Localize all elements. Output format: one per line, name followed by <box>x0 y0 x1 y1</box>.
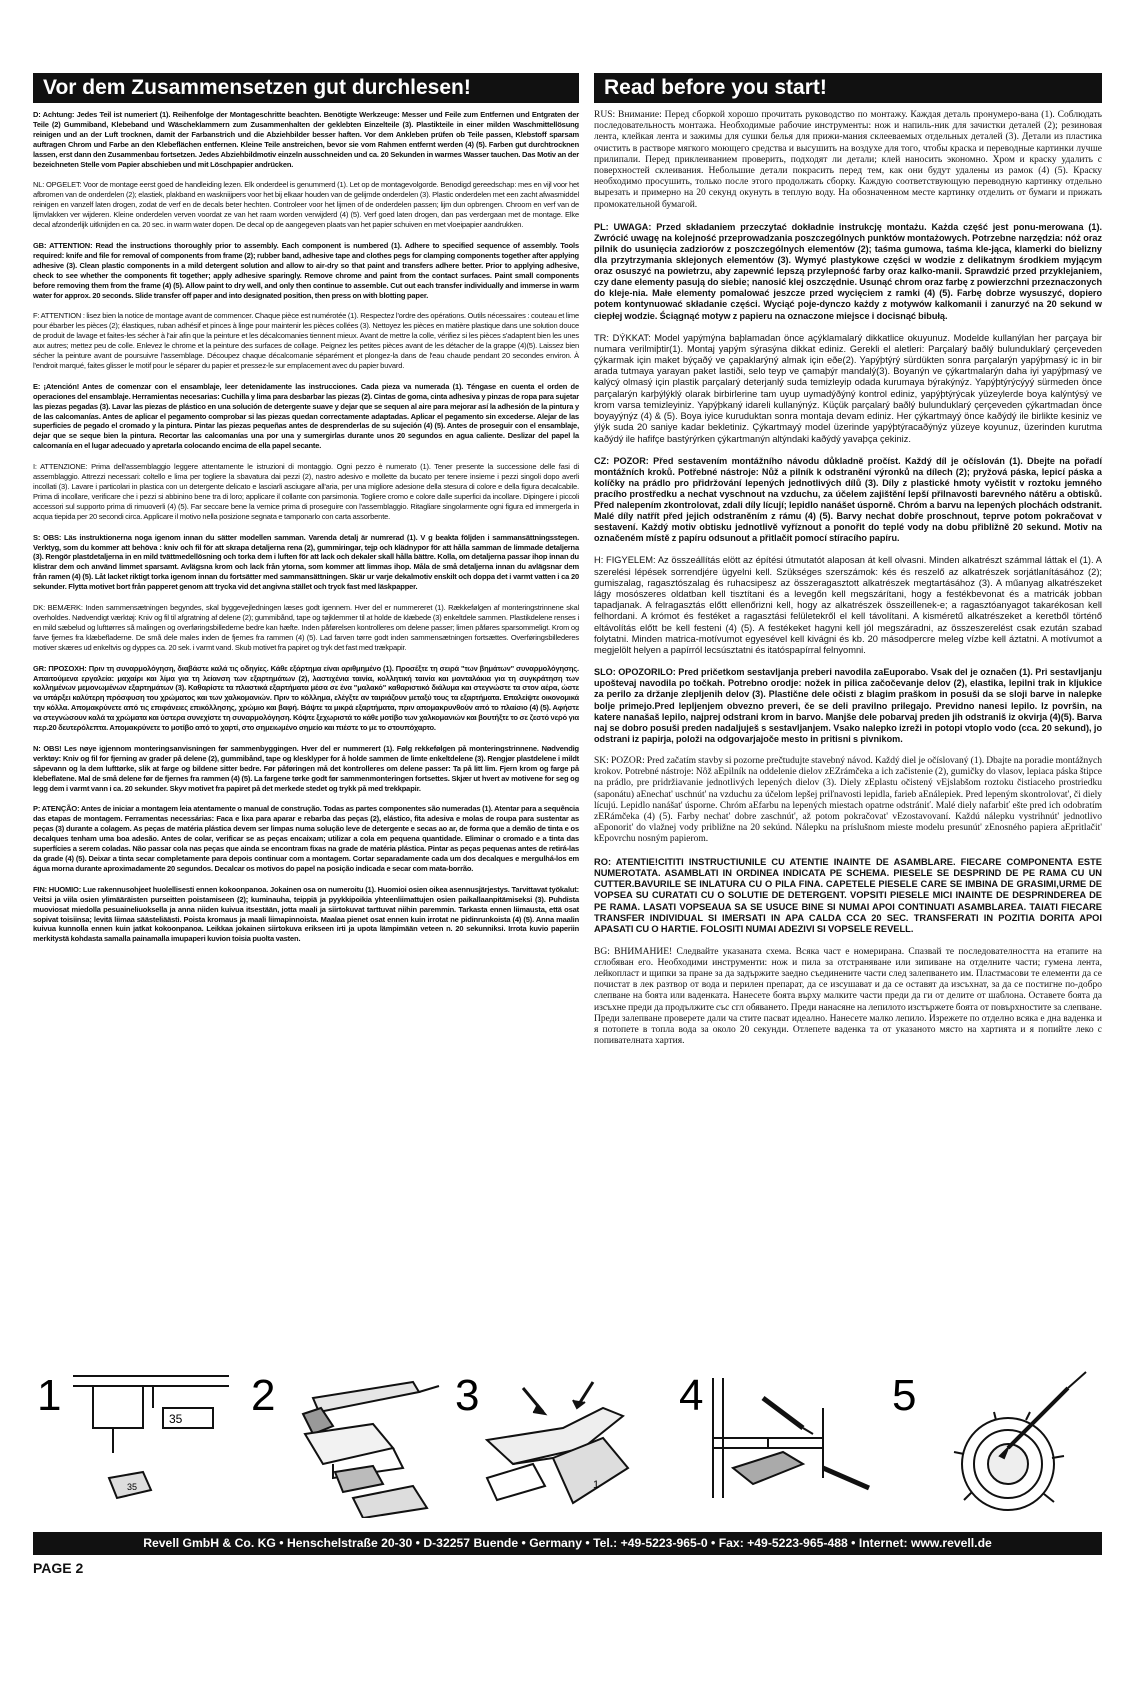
instructions-pt: P: ATENÇÃO: Antes de iniciar a montagem leia atentamente o manual de construção. Todas as partes componentes são numeradas (1). Atentar para a sequência das etapas de montagem. Ferramentas necessárias: Faca e lixa para aparar e rebarba das peças (2), elástico, fita adesiva e molas de roupa para sustentar as peças (3) durante a colagem. As peças de matéria plástica devem ser limpas numa solução leve de detergente e secas ao ar, de forma que a demão de tinta e os decalques tenham uma boa adesão. Antes de colar, verificar se as peças encaixam; utilizar a cola em pequena quantidade. Eliminar o cromado e a tinta das superfícies a serem coladas. Não passar cola nas peças que ainda se encontram fixas na grade de matéria plástica. Pintar as peças pequenas antes de retirá-las da grade (4) (5). Deixar a tinta secar completamente para depois continuar com a montagem. Cortar separadamente cada um dos decalques e mergulhá-los em água morna durante aproximadamente 20 segundos. Decalcar os motivos do papel na posição indicada e secar com mata-borrão. <box>33 804 579 873</box>
step-5-number: 5 <box>892 1371 917 1420</box>
right-column <box>594 110 1102 1058</box>
instructions-es: E: ¡Atención! Antes de comenzar con el ensamblaje, leer detenidamente las instrucciones. Cada pieza va numerada (1). Téngase en cuenta el orden de operaciones del ensamblaje. Herramientas necesarias: Cuchilla y lima para desbarbar las piezas (2). Cintas de goma, cinta adhesiva y pinzas de ropa para sujetar las piezas pegadas (3). Lavar las piezas de plástico en una solución de detergente suave y dejar que se sequen al aire para mejorar así la adhesión de la pintura y de las calcomanías. Antes de aplicar el pegamento comprobar si las piezas quedan correctamente adaptadas. Aplicar el pegamento sin excederse. Alejar de las superficies de pegado el cromado y la pintura. Pintar las piezas pequeñas antes de desprenderlas de su sujeción (4) (5). Antes de proseguir con el ensamblaje, dejar que se seque bien la pintura. Recortar las calcomanías una por una y sumergirlas durante unos 20 segundos en agua caliente. Deslizar del papel la calcomanía en el lugar adecuado y apretarla colocando encima de ella papel secante. <box>33 381 579 451</box>
step-1 <box>33 1368 233 1518</box>
step-2-illustration <box>243 1368 443 1518</box>
instructions-cz: CZ: POZOR: Před sestavením montážního návodu důkladně pročíst. Každý díl je očíslován (1). Dbejte na pořadí montážních kroků. Potřebné nástroje: Nůž a pilník k odstranění výronků na dílech (2); pryžová páska, lepicí páska a kolíčky na prádlo pro přidržování lepených jednotlivých dílů (3). Díly z plastické hmoty vyčistit v roztoku jemného pracího prostředku a nechat vyschnout na vzduchu, za účelem zajištění lepší přilnavosti barevného nátěru a obtisků. Před nalepením zkontrolovat, zdali díly lícují; lepidlo nanášet úsporně. Chróm a barvu na lepených plochách odstranit. Malé díly natřít před jejich odstraněním z rámu (4) (5). Barvy nechat dobře proschnout, teprve potom pokračovat v sestavení. Každý motiv obtisku jednotlivě vyříznout a ponořit do teplé vody na dobu přibližně 20 sekund. Motiv na označeném místě z papíru odsunout a přitlačit pomocí stíracího papíru. <box>594 455 1102 544</box>
step-2 <box>243 1368 443 1518</box>
instructions-ru: RUS: Внимание: Перед сборкой хорошо прочитать руководство по монтажу. Каждая деталь пронумеро-вана (1). Соблюдать последовательность монтажа. Необходимые рабочие инструменты: нож и напиль-ник для зачистки деталей (2); резиновая лента, клейкая лента и зажимы для сушки белья для прижи-мания склееваемых отдельных деталей (3). Детали из пластика очистить в растворе мягкого моющего средства и высушить на воздухе для того, чтобы краска и переводные картинки лучше прилипали. Перед приклеиванием проверить, подходят ли детали; клей наносить экономно. Хром и краску удалить с поверхностей склеивания. Небольшие детали покрасить перед тем, как они будут удалены из рамок (4) (5). Краску необходимо просушить, только после этого продолжать сборку. Каждую соответствующую переводную картинку отдельно вырезать и примерно на 20 секунд окунуть в теплую воду. На обозначенном месте картинку отделить от бумаги и прижать промокательной бумагой. <box>594 110 1102 210</box>
step-4-number: 4 <box>679 1371 704 1420</box>
header-left-title: Vor dem Zusammensetzen gut durchlesen! <box>33 73 579 103</box>
step-1-part-number-2: 35 <box>127 1482 138 1492</box>
instructions-gr: GR: ΠΡΟΣΟΧΗ: Πριν τη συναρμολόγηση, διαβάστε καλά τις οδηγίες. Κάθε εξάρτημα είναι αριθμημένο (1). Προσέξτε τη σειρά "των βημάτων" συναρμολόγησης. Απαιτούμενα εργαλεία: μαχαίρι και λίμα για τη λείανση των εξαρτημάτων (2), λαστιχένια ταινία, κολλητική ταινία και μανταλάκια για τη συγκράτηση των κολλημένων μεμονωμένων εξαρτημάτων (3). Καθαρίστε τα πλαστικά εξαρτήματα μέσα σε ένα "μαλακό" καθαριστικό διάλυμα και στεγνώστε τα στον αέρα, ώστε να υπάρξει καλύτερη πρόσφυση του χρώματος και των χαλκομανιών. Πριν το κόλλημα, ελέγξτε αν ταιριάζουν μεταξύ τους τα εξαρτήματα. Επαλείψτε οικονομικά την κόλλα. Απομακρύνετε από τις επιφάνειες επικόλλησης, χρώμιο και βαφή. Βάψτε τα μικρά εξαρτήματα, πριν απομακρυνθούν από το πλαίσιο (4) (5). Αφήστε να στεγνώσουν καλά τα χρώματα και ύστερα συνεχίστε τη συναρμολόγηση. Κόψτε ξεχωριστά το κάθε μοτίβο των χαλκομανιών και βουτήξτε το σε ζεστό νερό για περ.20 δευτερόλεπτα. Απομακρύνετε το μοτίβο από το χαρτί, στο σημειωμένο σημείο και πιέστε το με το στουπόχαρτο. <box>33 663 579 733</box>
step-illustrations <box>33 1368 1102 1520</box>
page-number: PAGE 2 <box>33 1560 84 1576</box>
instructions-pl: PL: UWAGA: Przed składaniem przeczytać dokładnie instrukcję montażu. Każda część jest ponu-merowana (1). Zwrócić uwagę na kolejność przeprowadzania poszczególnych punktów montażowych. Potrzebne narzędzia: nóż oraz pilnik do usunięcia zadziorów z poszczególnych elementów (2); taśma gumowa, taśma kle-jąca, klamerki do bielizny dla przytrzymania sklejonych elementów (3). Wymyć plastykowe części w wodzie z delikatnym środkiem myjącym oraz osuszyć na powietrzu, aby zapewnić lepszą przylepność farby oraz kalko-manii. Sprawdzić przed przyklejaniem, czy dane elementy pasują do siebie; nanosić klej oszczędnie. Usunąć chrom oraz farbę z powierzchni przeznaczonych do kleje-nia. Małe elementy pomalować jeszcze przed wycięciem z ramki (4) (5). Farbę dobrze wysuszyć, dopiero potem kontynuować składanie części. Wyciąć poje-dynczo każdy z motywów kalkomanii i zanurzyć na 20 sekund w ciepłej wodzie. Ściągnąć motyw z papieru na oznaczone miejsce i docisnąć bibułą. <box>594 221 1102 321</box>
instructions-de: D: Achtung: Jedes Teil ist numeriert (1). Reihenfolge der Montageschritte beachten. Benötigte Werkzeuge: Messer und Feile zum Entfernen und Entgraten der Teile (2) Gummiband, Klebeband und Wäscheklammern zum Zusammenhalten der geklebten Einzelteile (3). Plastikteile in einer milden Waschmittellösung reinigen und an der Luft trocknen, damit der Farbanstrich und die Abziehbilder besser haften. Vor dem Ankleben prüfen ob Teile passen, Klebstoff sparsam auftragen Chrom und Farbe an den Klebeflächen entfernen. Kleine Teile anstreichen, bevor sie vom Rahmen entfernt werden (4) (5). Farben gut durchtrocknen lassen, erst dann den Zusammenbau fortsetzen. Jedes Abziehbildmotiv einzeln ausschneiden und ca. 20 Sekunden in warmes Wasser tauchen. Das Motiv an der bezeichneten Stelle vom Papier abschieben und mit Löschpapier andrücken. <box>33 110 579 169</box>
left-column <box>33 110 579 955</box>
step-3-number: 3 <box>455 1371 480 1420</box>
step-1-number: 1 <box>37 1371 62 1420</box>
step-5 <box>888 1368 1102 1518</box>
instructions-gb: GB: ATTENTION: Read the instructions thoroughly prior to assembly. Each component is numbered (1). Adhere to specified sequence of assembly. Tools required: knife and file for removal of components from frame (2); rubber band, adhesive tape and clothes pegs for clamping components together after applying adhesive (3). Clean plastic components in a mild detergent solution and allow to air-dry so that paint and transfers adhere better. Prior to applying adhesive, check to see whether the components fit together; apply adhesive sparingly. Remove chrome and paint from the contact surfaces. Paint small components before removing them from the frame (4) (5). Allow paint to dry well, and only then continue to assemble. Cut out each transfer individually and immerse in warm water for approx. 20 seconds. Slide transfer off paper and into designated position, then press on with blotting paper. <box>33 240 579 300</box>
header-right-title: Read before you start! <box>594 73 1102 103</box>
step-1-illustration <box>33 1368 233 1518</box>
step-1-part-number: 35 <box>169 1412 183 1426</box>
instructions-nl: NL: OPGELET: Voor de montage eerst goed de handleiding lezen. Elk onderdeel is genummerd (1). Let op de montagevolgorde. Benodigd gereedschap: mes en vijl voor het afbromen van de onderdelen (2); elastiek, plakband en waskniijpers voor het bij elkaar houden van de gelijmde onderdelen (3). Plastic onderdelen met een zacht afwasmiddel reinigen en vanzelf laten drogen, zodat de verf en de decals beter hechten. Controleer voor het lijmen of de onderdelen passen; lijm dun opbrengen. Chroom en verf van de lijmvlakken ver wijderen. Kleine onderdelen verven voordat ze van het raam worden verwijderd (4) (5). Verf goed laten drogen, dan pas verdergaan met de montage. Elke decal afzonderlijk uitknijden en ca. 20 sec. in warm water dopen. De decal op de aangegeven plaats van het papier schuiven en met vloeipapier aandrukken. <box>33 180 579 230</box>
instructions-sk: SK: POZOR: Pred začatím stavby si pozorne prečtudujte stavebný návod. Každý diel je očíslovaný (1). Dbajte na poradie montážnych krokov. Potrebné nástroje: Nôž aEpilník na oddelenie dielov zEZrámčeka a ich začistenie (2), gumičky do vlasov, lepiaca páska štipce na prádlo, pre pridržiavanie jednotlivých lepených dielov (3). Diely zEplastu očistený vEjslabšom roztoku čistiaceho prostriedku (saponátu) aEnechat' uschnút' na vzduchu za účelom lepšej priľnavosti lepidla, farieb aEnálepiek. Pred lepeným skontrolovat', či diely lícujú. Lepidlo nanášat' úsporne. Chróm aEfarbu na lepených miestach opatrne odstrániť. Malé diely nafarbiť ešte pred ich odobratím zERámčeka (4) (5). Farby nechat' dobre zaschnút', až potom pokračovat' vEzostavovaní. Každú nálepku vystrihnút' jednotlivo aEponorit' do vlažnej vody približne na 20 sekúnd. Nálepku na príslušnom mieste modelu presunút' zEnosného papiera aEpritlačit' kEpovrchu nosným papierom. <box>594 755 1102 845</box>
instructions-fr: F: ATTENTION : lisez bien la notice de montage avant de commencer. Chaque pièce est numérotée (1). Respectez l'ordre des opérations. Outils nécessaires : couteau et lime pour ébarber les pièces (2); élastiques, ruban adhésif et pinces à linge pour maintenir les pièces collées (3). Nettoyez les pièces en matière plastique dans une solution douce de produit de lavage et faites-les sécher à l'air afin que la peinture et les décalcomanies tiennent mieux. Avant de mettre la colle, vérifiez si les pièces s'adaptent bien les unes aux autres; mettez peu de colle. Enlevez le chrome et la peinture des surfaces de collage. Peignez les petites pièces avant de les détacher de la grappe (4)(5). Laissez bien sécher la peinture avant de poursuivre l'assemblage. Découpez chaque décalcomanie séparément et plongez-la dans de l'eau chaude pendant 20 secondes environ. À l'endroit marqué, faites glisser le motif pour le séparer du papier et pressez-le sur emplacement avec du papier buvard. <box>33 311 579 370</box>
instructions-tr: TR: DÝKKAT: Model yapýmýna baþlamadan önce açýklamalarý dikkatlice okuyunuz. Modelde kullanýlan her parçaya bir numara verilmiþtir(1). Montaj yapým sýrasýna dikkat ediniz. Gerekli el aletleri: Parçalarý baðlý bulunduklarý çerçeveden çýkarmak için maket býçaðý ve çapaklarýný almak için eðe(2). Yapýþtýrý sürdükten sonra parçalarýn yapýþmasý ic in bir arada tutmaya yarayan paket lastiði, selo teyp ve çamaþýr mandalý(3). Boyanýn ve çýkartmalarýn daha iyi yapýþmasý ve kalýcý olmasý için plastik parçalarý deterjanlý suda temizleyip odada kurumaya býrakýnýz. Yapýþtýrýcýyý sürmeden önce parçalarýn karþýlýklý olarak birbirlerine tam uyup uymadýðýný kontrol ediniz, yapýþtýrýcak yüzeylerde boya kalýntýsý ve krom varsa temizleyiniz. Yapýþkaný idareli kullanýnýz. Küçük parçalarý baðlý bulunduklarý çerçeveden çýkartmadan önce boyayýnýz (4) & (5). Boya iyice kuruduktan sonra montaja devam ediniz. Her çýkartmayý önce kaðýdý ile birlikte kesiniz ve ýlýk suda 20 saniye kadar bekletiniz. Çýkartmayý model üzerinde yapýþtýracaðýnýz yüzeye koyunuz, üzerinden kurutma kaðýdý ile hafifçe bastýrýrken çýkartmanýn altýndaki kaðýdý yavaþça çekiniz. <box>594 332 1102 444</box>
step-4-illustration <box>673 1368 878 1518</box>
step-4 <box>673 1368 878 1518</box>
step-2-number: 2 <box>251 1371 276 1420</box>
instructions-dk: DK: BEMÆRK: Inden sammensætningen begyndes, skal byggevejledningen læses godt igennem. Hver del er nummereret (1). Rækkefølgen af monteringstrinnene skal overholdes. Nødvendigt værktøj: Kniv og fil til afgratning af delene (2); gummibånd, tape og tøjklemmer til at holde de klæbede (3) enkeltdele sammen. Plastikdelene renses i en mild sæbelud og lufttørres så malingen og overføringsbillederne bedre kan hæfte. Inden påførelsen kontrolleres om delene passer; limen påføres sparsommeligt. Krom og farve fjernes fra klæbefladerne. De små dele males inden de fjernes fra rammen (4) (5). Lad farven tørre godt inden sammensætningen fortsættes. Overføringsbillederes motiver skæres ud enkeltvis og dyppes ca. 20 sek. i varmt vand. Skub motivet fra papiret og tryk det fast med trækpapir. <box>33 603 579 652</box>
instructions-hu: H: FIGYELEM: Az összeállítás elött az építési útmutatót alaposan át kell olvasni. Minden alkatrészt számmal láttak el (1). A szerelési lépések sorrendjére ügyelni kell. Szükséges szerszámok: kés és reszelő az alkatrészek sorjátlanításához (2); gumiszalag, ragasztószalag és ruhacsipesz az összeragasztott alkatrészek megtartásához (3). A műanyag alkatrészeket lágy mosószeres oldatban kell tisztítani és a levegőn kell megszárítani, hogy a festékbevonat és a matricák jobban tapadjanak. A felragasztás előtt ellenőrizni kell, hogy az alkatrészek összeillenek-e; a ragasztóanyagot takarékosan kell felhordani. A krómot és festéket a ragasztási felületekről el kell távolítani. A kisméretű alkatrészeket a keretből történő eltávolítás előtt be kell festeni (4) (5). A festékeket hagyni kell jól megszáradni, az összeszerelést csak ezután szabad folytatni. Minden matrica-motívumot egyesével kell kivágni és kb. 20 másodpercre meleg vízbe kell áztatni. A motívumot a megjelölt helyen a papírról lecsúsztatni és itatóspapírral felnyomni. <box>594 555 1102 656</box>
instructions-it: I: ATTENZIONE: Prima dell'assemblaggio leggere attentamente le istruzioni di montaggio. Ogni pezzo è numerato (1). Tener presente la successione delle fasi di assemblaggio. Attrezzi necessari: coltello e lima per togliere la sbavatura dai pezzi (2), nastro adesivo e mollette da bucato per tenere insieme i pezzi singoli dopo averli incollati (3). Lavare i particolari in plastica con un detergente delicato e lasciarli asciugare all'aria, per una migliore adesione della stesura di colore e della figura decalcabile. Prima di incollare, verificare che i pezzi si abbinino bene tra di loro; applicare il collante con parsimonia. Togliere cromo e colore dalle superfici da incollare. Dipingere i piccoli accessori sul supporto prima di rimuoverli (4) (5). Far seccare bene la vernice prima di proseguire con l'assemblaggio. Ritagliare singolarmente ogni figura ed immergerla in acqua tiepida per 20 secondi circa. Applicare il motivo nella posizione segnata e tamponarlo con carta assorbente. <box>33 462 579 521</box>
instructions-slo: SLO: OPOZORILO: Pred pričetkom sestavljanja preberi navodila zaEuporabo. Vsak del je označen (1). Pri sestavljanju upoštevaj navodila po točkah. Potrebno orodje: nožek in pilica začočevanje delov (2), elastika, lepilni trak in kljukice za perilo za držanje zlepljenih delov (3). Plastične dele očisti z blagim praškom in posuši da se sloji barve in nalepke bolje primejo.Pred lepljenjem obvezno preveri, če se deli pravilno prilegajo. Previdno nanesi lepilo. Iz površin, na katere nanašaš lepilo, najprej odstrani krom in barvo. Manjše dele pobarvaj preden jih odstraniš iz okvirja (4)(5). Barva naj se dobro posuši preden nadaljuješ s sestavljanjem. Vsako nalepko izreži in potopi vtoplo vodo (cca. 20 sekund), jo odstrani iz papirja, položi na odgovarjajoče mesto in pritisni s pivnikom. <box>594 667 1102 744</box>
step-3-illustration <box>453 1368 663 1518</box>
footer-address: Revell GmbH & Co. KG • Henschelstraße 20-30 • D-32257 Buende • Germany • Tel.: +49-5223-965-0 • Fax: +49-5223-965-488 • Internet: www.revell.de <box>33 1532 1102 1555</box>
instructions-no: N: OBS! Les nøye igjennom monteringsanvisningen før sammenbyggingen. Hver del er nummerert (1). Følg rekkefølgen på monteringstrinnene. Nødvendig verktøy: Kniv og fil for fjerning av grader på delene (2), gummibånd, tape og klesklyper for å holde sammen de limte enkeltdelene (3). Rengjør plastdelene i mildt såpevann og la dem lufttørke, slik at farge og bildene sitter bedre. Før påføringen må det kontrolleres om delene passer: Ta på litt lim. Fjern krom og farge på klebeflatene. Mal de små delene før de fjernes fra rammen (4) (5). La fargene tørke godt før sammenmonteringen fortsettes. Skjær ut hvert av motivene for seg og legg dem i varmt vann i ca. 20 sekunder. Skyv motivet fra papiret på det merkede stedet og trykk på med trekkpapir. <box>33 743 579 793</box>
instructions-bg: BG: ВНИМАНИЕ! Следвайте указаната схема. Всяка част е номерирана. Спазвай те последователността на етапите на сглобяван его. Необходими инструменти: нож и пила за отстраняване или зипиване на отделните части; гумена лента, лейкопласт и щипки за пране за да задържите заедно съединените части след залепването им. Пластмасови те елементи да се почистат в лек разтвор от вода и перилен препарат, да се изсушават и да се оставят да изсъхнат, за да се постигне по-добро слепване на боята или ваденката. Нанесете боята върху малките части преди да ги от делите от шаблона. Оставете боята да изсъхне преди да продължите със сгл обяването. Преди нанасяне на лепилото изстържете боята от повърхностите за слепване. Преди залепване проверете дали ча стите пасват идеално. Нанесете малко лепило. Изрежете по отделно всяка е дна ваденка и я потопете в топла вода за около 20 секунди. Отлепете ваденка та от указаното място на хартията и я попийте леко с попивателната хартия. <box>594 946 1102 1047</box>
step-5-illustration <box>888 1368 1102 1518</box>
instructions-ro: RO: ATENTIE!CITITI INSTRUCTIUNILE CU ATENTIE INAINTE DE ASAMBLARE. FIECARE COMPONENTA ESTE NUMEROTATA. ASAMBLATI IN ORDINEA INDICATA PE SCHEMA. PIESELE SE DESPRIND DE PE RAMA CU UN CUTTER.BAVURILE SE INLATURA CU O PILA FINA. CAPETELE PIESELE CARE SE IMBINA DE GRASIMI,URME DE VOPSEA SU CURATATI CU O SOLUTIE DE DETERGENT. VOPSITI PIESELE MICI INAINTE DE DESPRINDEREA DE PE RAMA. LASATI VOPSEAUA SA SE USUCE BINE SI NUMAI APOI CONTINUATI ASAMBLAREA. TAIATI FIECARE TRANSFER INDIVIDUAL SI IMERSATI IN APA CALDA CCA 20 SEC. TRANSFERATI IN POZITIA DORITA APOI APASATI CU O HARTIE. FOLOSITI NUMAI ADEZIVI SI VOPSELE REVELL. <box>594 856 1102 935</box>
instructions-fi: FIN: HUOMIO: Lue rakennusohjeet huolellisesti ennen kokoonpanoa. Jokainen osa on numeroitu (1). Huomioi osien oikea asennusjärjestys. Tarvittavat työkalut: Veitsi ja viila osien ylimääräisten purseitten poistamiseen (2); kuminauha, teippiä ja pyykkipoikia yhteenliimattujen osien paikallaanpitämiseksi (3). Puhdista muoviosat miedolla pesuaineliuoksella ja anna niiden kuivua itsestään, jotta maali ja siirtokuvat tarttuvat niihin paremmin. Tarkasta ennen liimausta, että osat sopivat toisiinsa; levitä liimaa säästeliäästi. Poista kromaus ja maali liimapinnoista. Maalaa pienet osat ennen kuin irrotat ne pidinrunkoista (4) (5). Anna maalin kuivua kunnolla ennen kuin jatkat kokoonpanoa. Leikkaa jokainen siirtokuva erikseen irti ja upota lämpimään veteen n. 20 sekunniksi. Irrota kuvio paperiin merkitystä kohdasta samalla painamalla imupaperi kuvion toisia puolta vasten. <box>33 884 579 944</box>
step-3 <box>453 1368 663 1518</box>
step-3-part-number: 1 <box>593 1479 600 1491</box>
instructions-se: S: OBS: Läs instruktionerna noga igenom innan du sätter modellen samman. Varenda detalj är numrerad (1). V g beakta följden i sammansättningsstegen. Verktyg, som du kommer att behöva : kniv och fil för att skrapa detaljerna rena (2), gummiringar, tejp och klädnypor för att hålla samman de limmade detaljerna (3). Rengör plastdetaljerna in en mild tvättmedellösning och torka dem i luften för att lack och dekaler skall hålla bättre. Kolla, om detaljerna passar ihop innan du klistrar dem och använd limmet sparsamt. Avlägsna krom och lack från ytorna, som kommer att limmas ihop. Måla de små detaljerna innan du avlägsnar dem från ramen (4) (5). Låt lacket riktigt torka igenom innan du fortsätter med sammansättningen. Skär ur varje dekalmotiv enskilt och doppa det i varmt vatten i ca 20 sekunder. Flytta motivet bort från papperet genom att trycka vid det angivna stället och tryck fast med läskpapper. <box>33 532 579 592</box>
